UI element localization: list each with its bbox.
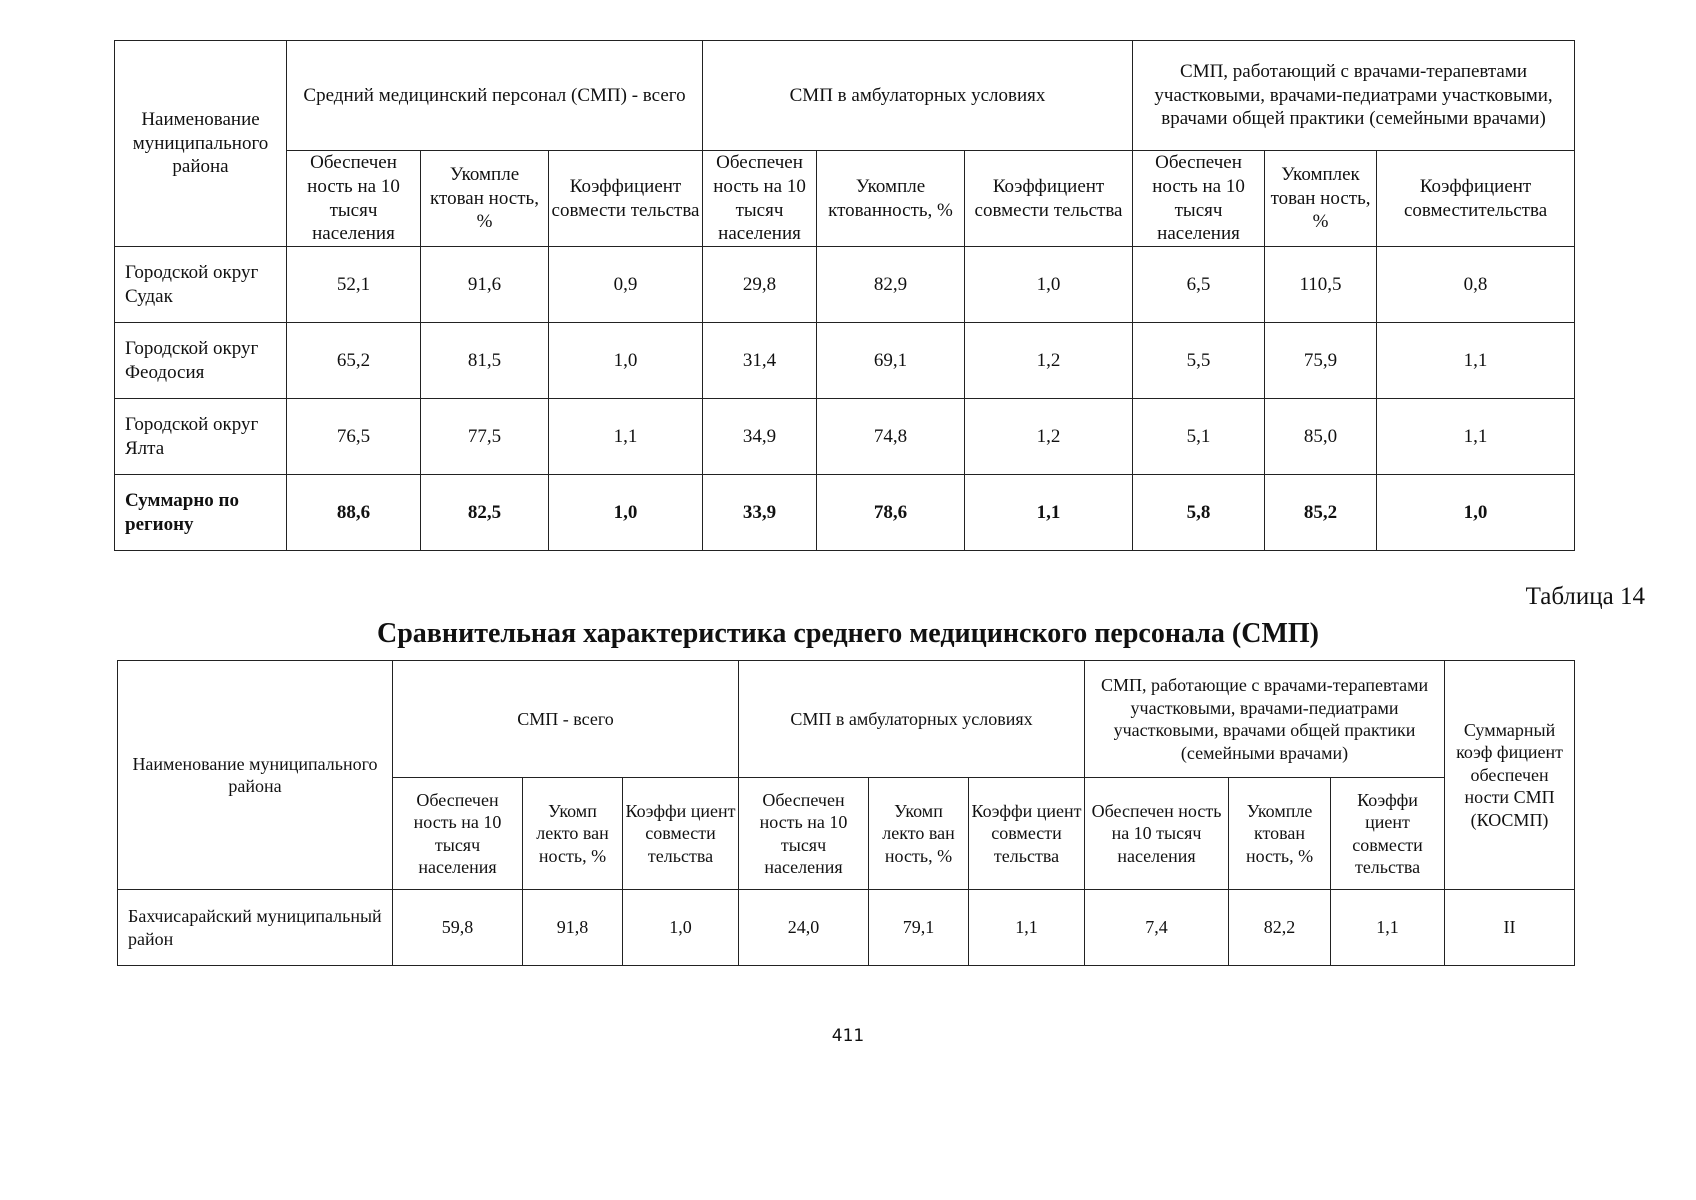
table-cell-kosmp: II	[1445, 890, 1575, 966]
header-smp-outpatient: СМП в амбулаторных условиях	[703, 41, 1133, 151]
subheader-provision: Обеспечен ность на 10 тысяч населения	[703, 151, 817, 247]
table-cell: 0,9	[549, 247, 703, 323]
subheader-staffing: Укомпле ктованность, %	[817, 151, 965, 247]
table-cell: 1,1	[549, 399, 703, 475]
subheader-provision: Обеспечен ность на 10 тысяч населения	[1133, 151, 1265, 247]
table-cell: 1,0	[623, 890, 739, 966]
subheader-staffing: Укомп лекто ван ность, %	[523, 778, 623, 890]
table-cell: 82,9	[817, 247, 965, 323]
table-cell: 1,0	[549, 323, 703, 399]
table-cell: 91,8	[523, 890, 623, 966]
table-row	[115, 399, 1575, 475]
table-cell: 77,5	[421, 399, 549, 475]
table-cell: 69,1	[817, 323, 965, 399]
header-district-name: Наименование муниципального района	[115, 41, 287, 247]
header-kosmp: Суммарный коэф фициент обеспечен ности СМП (КОСМП)	[1445, 661, 1575, 890]
table-cell: 85,2	[1265, 475, 1377, 551]
subheader-part-time-ratio: Коэффи циент совмести тельства	[969, 778, 1085, 890]
table-cell: 29,8	[703, 247, 817, 323]
table-cell: 31,4	[703, 323, 817, 399]
table-cell: 5,5	[1133, 323, 1265, 399]
table-cell: 59,8	[393, 890, 523, 966]
table-cell: 1,2	[965, 399, 1133, 475]
table-cell: 6,5	[1133, 247, 1265, 323]
table-cell: 91,6	[421, 247, 549, 323]
table-title: Сравнительная характеристика среднего медицинского персонала (СМП)	[377, 618, 1319, 649]
table-cell: 110,5	[1265, 247, 1377, 323]
row-district-name: Городской округ Судак	[115, 247, 287, 323]
table-cell: 5,8	[1133, 475, 1265, 551]
subheader-provision: Обеспечен ность на 10 тысяч населения	[1085, 778, 1229, 890]
row-total-label: Суммарно по региону	[115, 475, 287, 551]
row-district-name: Бахчисарайский муниципальный район	[118, 890, 393, 966]
subheader-staffing: Укомплек тован ность, %	[1265, 151, 1377, 247]
table-cell: 1,1	[1331, 890, 1445, 966]
header-smp-with-district-doctors: СМП, работающие с врачами-терапевтами участковыми, врачами-педиатрами участковыми, врачами общей практики (семейными врачами)	[1085, 661, 1445, 778]
table-smp-urban-districts	[114, 40, 1575, 551]
subheader-staffing: Укомпле ктован ность, %	[1229, 778, 1331, 890]
table-cell: 34,9	[703, 399, 817, 475]
table-cell: 1,0	[965, 247, 1133, 323]
table-cell: 65,2	[287, 323, 421, 399]
subheader-part-time-ratio: Коэффи циент совмести тельства	[623, 778, 739, 890]
header-smp-total: Средний медицинский персонал (СМП) - всего	[287, 41, 703, 151]
table-cell: 82,5	[421, 475, 549, 551]
table-cell: 1,1	[1377, 399, 1575, 475]
row-district-name: Городской округ Феодосия	[115, 323, 287, 399]
table-cell: 79,1	[869, 890, 969, 966]
table-cell: 76,5	[287, 399, 421, 475]
table-cell: 24,0	[739, 890, 869, 966]
table-cell: 1,1	[1377, 323, 1575, 399]
table-cell: 1,1	[965, 475, 1133, 551]
table-cell: 52,1	[287, 247, 421, 323]
subheader-part-time-ratio: Коэффи циент совмести тельства	[1331, 778, 1445, 890]
subheader-staffing: Укомпле ктован ность, %	[421, 151, 549, 247]
table-cell: 1,2	[965, 323, 1133, 399]
subheader-part-time-ratio: Коэффициент совмести тельства	[549, 151, 703, 247]
header-district-name: Наименование муниципального района	[118, 661, 393, 890]
subheader-provision: Обеспечен ность на 10 тысяч населения	[287, 151, 421, 247]
table-cell: 78,6	[817, 475, 965, 551]
header-smp-with-district-doctors: СМП, работающий с врачами-терапевтами участковыми, врачами-педиатрами участковыми, врачами общей практики (семейными врачами)	[1133, 41, 1575, 151]
table-cell: 5,1	[1133, 399, 1265, 475]
table-cell: 1,0	[1377, 475, 1575, 551]
subheader-provision: Обеспечен ность на 10 тысяч населения	[739, 778, 869, 890]
table-cell: 0,8	[1377, 247, 1575, 323]
table-cell: 74,8	[817, 399, 965, 475]
table-cell: 7,4	[1085, 890, 1229, 966]
table-smp-comparison	[117, 660, 1575, 966]
table-cell: 81,5	[421, 323, 549, 399]
row-district-name: Городской округ Ялта	[115, 399, 287, 475]
subheader-provision: Обеспечен ность на 10 тысяч населения	[393, 778, 523, 890]
table-cell: 88,6	[287, 475, 421, 551]
table-cell: 1,0	[549, 475, 703, 551]
table-row	[118, 890, 1575, 966]
header-smp-outpatient: СМП в амбулаторных условиях	[739, 661, 1085, 778]
header-smp-total: СМП - всего	[393, 661, 739, 778]
page-number: 411	[831, 1026, 865, 1046]
table-row	[115, 323, 1575, 399]
subheader-staffing: Укомп лекто ван ность, %	[869, 778, 969, 890]
table-number-label: Таблица 14	[1525, 583, 1645, 610]
table-cell: 82,2	[1229, 890, 1331, 966]
table-cell: 33,9	[703, 475, 817, 551]
table-cell: 75,9	[1265, 323, 1377, 399]
table-row	[115, 247, 1575, 323]
subheader-part-time-ratio: Коэффициент совмести тельства	[965, 151, 1133, 247]
table-cell: 85,0	[1265, 399, 1377, 475]
table-row-total	[115, 475, 1575, 551]
table-cell: 1,1	[969, 890, 1085, 966]
subheader-part-time-ratio: Коэффициент совместительства	[1377, 151, 1575, 247]
